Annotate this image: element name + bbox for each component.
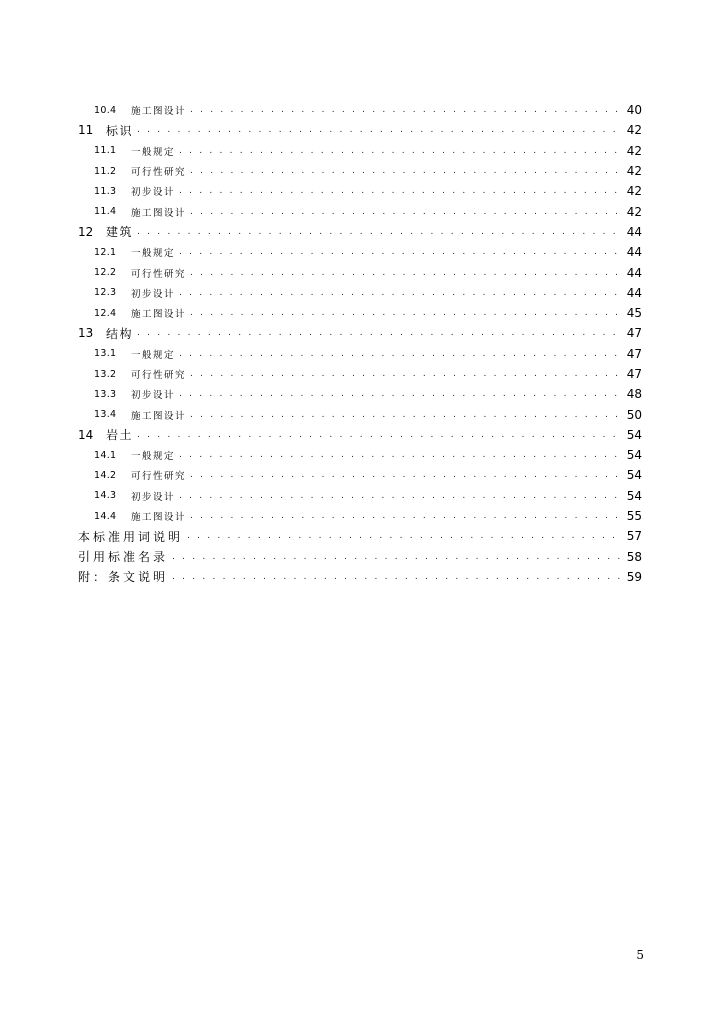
toc-entry-title: 初步设计	[131, 491, 176, 503]
toc-entry-13-2[interactable]	[78, 364, 642, 384]
toc-entry-title: 本标准用词说明	[78, 529, 184, 544]
page-number: 5	[636, 948, 644, 962]
toc-leader-dots	[190, 308, 620, 318]
toc-entry-page: 44	[626, 245, 642, 260]
toc-entry-13-4[interactable]	[78, 404, 642, 424]
toc-entry-title: 初步设计	[131, 390, 176, 402]
toc-entry-title: 标识	[106, 123, 134, 138]
toc-entry-page: 58	[626, 549, 642, 564]
toc-entry-number: 13.3	[94, 388, 117, 400]
toc-leader-dots	[190, 166, 620, 176]
toc-entry-title: 施工图设计	[131, 512, 187, 524]
toc-leader-dots	[179, 349, 620, 359]
toc-leader-dots	[179, 186, 620, 196]
toc-leader-dots	[172, 572, 620, 582]
toc-entry-number: 12.2	[94, 267, 117, 279]
toc-entry-number: 13.1	[94, 348, 117, 360]
toc-entry-title: 施工图设计	[131, 410, 187, 422]
toc-entry-number: 13.2	[94, 368, 117, 380]
toc-entry-page: 44	[626, 224, 642, 239]
toc-entry-12-2[interactable]	[78, 262, 642, 282]
toc-entry-title: 引用标准名录	[78, 550, 169, 565]
toc-leader-dots	[190, 268, 620, 278]
toc-entry-number: 11.1	[94, 145, 117, 157]
toc-leader-dots	[190, 105, 620, 115]
toc-entry-page: 45	[626, 306, 642, 321]
toc-entry-page: 54	[626, 448, 642, 463]
toc-entry-page: 44	[626, 285, 642, 300]
toc-entry-title: 可行性研究	[131, 167, 187, 179]
toc-entry-page: 57	[626, 529, 642, 544]
toc-entry-12-4[interactable]	[78, 303, 642, 323]
toc-entry-11-4[interactable]	[78, 201, 642, 221]
toc-entry-14-1[interactable]	[78, 445, 642, 465]
toc-leader-dots	[179, 389, 620, 399]
toc-entry-page: 54	[626, 468, 642, 483]
toc-entry-title: 岩土	[106, 428, 134, 443]
toc-leader-dots	[179, 288, 620, 298]
toc-leader-dots	[190, 470, 620, 480]
toc-entry-title: 可行性研究	[131, 471, 187, 483]
toc-entry-title: 可行性研究	[131, 370, 187, 381]
toc-entry-number: 14.2	[94, 469, 117, 481]
toc-leader-dots	[190, 369, 620, 379]
toc-entry-14-3[interactable]	[78, 486, 642, 506]
toc-entry-14-2[interactable]	[78, 465, 642, 485]
toc-entry-number: 14.1	[94, 449, 117, 461]
toc-leader-dots	[179, 450, 620, 460]
toc-entry-11[interactable]	[78, 120, 642, 140]
toc-entry-13-1[interactable]	[78, 344, 642, 364]
toc-entry-wording-explanation[interactable]	[78, 526, 642, 546]
toc-entry-title: 施工图设计	[131, 106, 187, 118]
toc-leader-dots	[179, 247, 620, 257]
toc-entry-title: 施工图设计	[131, 207, 187, 219]
toc-leader-dots	[190, 410, 620, 420]
toc-entry-number: 12	[78, 224, 94, 239]
toc-entry-page: 55	[626, 509, 642, 524]
toc-entry-number: 12.3	[94, 287, 117, 299]
toc-entry-title: 结构	[106, 326, 134, 341]
toc-entry-number: 11.4	[94, 206, 117, 218]
toc-entry-11-1[interactable]	[78, 141, 642, 161]
toc-entry-number: 12.4	[94, 307, 117, 319]
toc-entry-clause-explanation[interactable]	[78, 567, 642, 587]
toc-entry-title: 一般规定	[131, 146, 176, 158]
toc-entry-11-3[interactable]	[78, 181, 642, 201]
toc-entry-title: 可行性研究	[131, 268, 187, 280]
toc-entry-page: 42	[626, 204, 642, 219]
toc-entry-page: 44	[626, 265, 642, 280]
toc-entry-page: 40	[626, 103, 642, 118]
toc-entry-page: 42	[626, 123, 642, 138]
toc-entry-title: 一般规定	[131, 349, 176, 361]
toc-leader-dots	[137, 328, 620, 338]
toc-entry-number: 10.4	[94, 104, 117, 116]
toc-entry-page: 47	[626, 367, 642, 381]
toc-entry-page: 54	[626, 427, 642, 442]
toc-entry-number: 14.4	[94, 510, 117, 522]
toc-entry-11-2[interactable]	[78, 161, 642, 181]
toc-entry-page: 48	[626, 387, 642, 402]
toc-entry-14[interactable]	[78, 425, 642, 445]
toc-entry-page: 47	[626, 346, 642, 361]
toc-entry-title: 附：条文说明	[78, 570, 169, 585]
toc-entry-12-1[interactable]	[78, 242, 642, 262]
toc-leader-dots	[190, 511, 620, 521]
toc-entry-number: 13.4	[94, 409, 117, 421]
toc-entry-title: 一般规定	[131, 248, 176, 260]
toc-entry-12[interactable]	[78, 222, 642, 242]
toc-entry-number: 14.3	[94, 490, 117, 502]
toc-entry-title: 一般规定	[131, 451, 176, 463]
toc-entry-14-4[interactable]	[78, 506, 642, 526]
toc-entry-page: 42	[626, 164, 642, 179]
toc-leader-dots	[187, 531, 620, 541]
toc-entry-page: 42	[626, 143, 642, 158]
toc-entry-number: 11	[78, 123, 94, 138]
toc-entry-13-3[interactable]	[78, 384, 642, 404]
toc-entry-number: 14	[78, 427, 94, 442]
toc-leader-dots	[190, 207, 620, 217]
toc-entry-number: 12.1	[94, 246, 117, 258]
toc-leader-dots	[179, 146, 620, 156]
toc-entry-referenced-standards[interactable]	[78, 547, 642, 567]
table-of-contents	[78, 100, 642, 587]
toc-entry-number: 11.3	[94, 185, 117, 197]
toc-leader-dots	[137, 430, 620, 440]
toc-entry-number: 13	[78, 326, 94, 341]
toc-entry-page: 50	[626, 407, 642, 422]
toc-entry-page: 47	[626, 326, 642, 341]
toc-entry-page: 59	[626, 569, 642, 584]
toc-entry-13[interactable]	[78, 323, 642, 343]
toc-entry-number: 11.2	[94, 165, 117, 177]
toc-leader-dots	[137, 227, 620, 237]
toc-entry-title: 建筑	[106, 225, 134, 240]
toc-entry-10-4[interactable]	[78, 100, 642, 120]
toc-entry-title: 初步设计	[131, 187, 176, 199]
toc-entry-page: 54	[626, 488, 642, 503]
toc-entry-title: 施工图设计	[131, 309, 187, 321]
toc-leader-dots	[179, 491, 620, 501]
toc-leader-dots	[172, 552, 620, 562]
toc-leader-dots	[137, 125, 620, 135]
toc-entry-title: 初步设计	[131, 288, 176, 300]
toc-entry-page: 42	[626, 184, 642, 199]
toc-entry-12-3[interactable]	[78, 283, 642, 303]
